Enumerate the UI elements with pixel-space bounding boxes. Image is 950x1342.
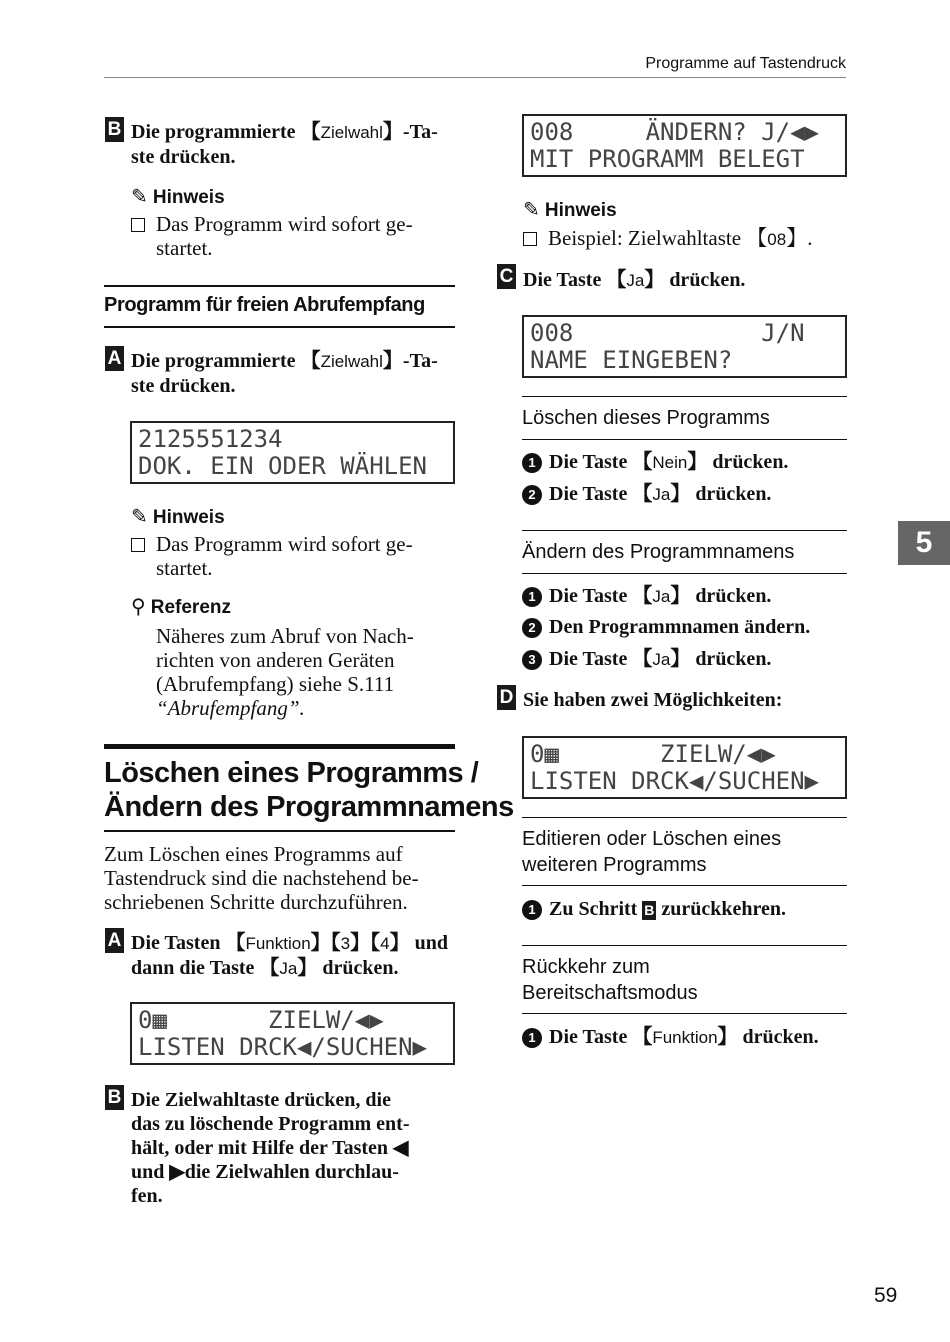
subsection-rule bbox=[522, 885, 847, 886]
step-text: Die Zielwahltaste drücken, die bbox=[131, 1089, 391, 1111]
subsection-title bbox=[522, 826, 781, 878]
key-funktion: Funktion bbox=[245, 934, 311, 953]
section-rule-top bbox=[104, 285, 455, 287]
title-line: Löschen eines Programms / bbox=[104, 757, 479, 789]
key-ja: Ja bbox=[626, 271, 645, 290]
note-block bbox=[523, 197, 617, 222]
lcd-line: MIT PROGRAMM BELEGT bbox=[530, 145, 805, 173]
step-text: Die Taste bbox=[523, 269, 607, 291]
step-text: Zu Schritt bbox=[549, 898, 643, 920]
pencil-icon: ✎ bbox=[131, 184, 148, 208]
key-funktion: Funktion bbox=[652, 1028, 718, 1047]
lcd-line: 008 J/N bbox=[530, 319, 805, 347]
substep-text bbox=[549, 897, 786, 921]
step-text: ste drücken. bbox=[131, 146, 236, 168]
reference-line: (Abrufempfang) siehe S.111 bbox=[156, 672, 395, 696]
intro-paragraph bbox=[104, 842, 455, 914]
step-number-c: C bbox=[497, 264, 516, 289]
note-line: startet. bbox=[156, 236, 213, 260]
pencil-icon: ✎ bbox=[523, 197, 540, 221]
step-number-a: A bbox=[105, 928, 124, 953]
step-text: drücken. bbox=[317, 957, 399, 979]
lcd-line: NAME EINGEBEN? bbox=[530, 346, 733, 374]
note-line: Beispiel: Zielwahltaste bbox=[548, 226, 747, 250]
intro-line: Tastendruck sind die nachstehend be- bbox=[104, 866, 419, 890]
subsection-title-line: Rückkehr zum bbox=[522, 956, 650, 978]
step-text: dann die Taste bbox=[131, 957, 260, 979]
key-ja: Ja bbox=[652, 485, 671, 504]
subsection-rule bbox=[522, 530, 847, 531]
step-c-text: Die Taste 【Ja】 drücken. bbox=[523, 269, 746, 291]
step-text: und ▶die Zielwahlen durchlau- bbox=[131, 1161, 399, 1183]
title-rule-bottom bbox=[104, 830, 455, 832]
note-body bbox=[131, 212, 456, 260]
step-text: drücken. bbox=[690, 648, 772, 670]
lcd-display bbox=[522, 315, 847, 378]
circled-number: 1 bbox=[522, 1028, 542, 1048]
note-line: Das Programm wird sofort ge- bbox=[156, 212, 413, 236]
subsection-rule bbox=[522, 1013, 847, 1014]
step-text: ste drücken. bbox=[131, 375, 236, 397]
note-line: . bbox=[807, 226, 813, 250]
lcd-line: 2125551234 bbox=[138, 425, 283, 453]
step-text: zurückkehren. bbox=[656, 898, 786, 920]
subsection-title: Ändern des Programmnamens bbox=[522, 541, 795, 563]
subsection-rule bbox=[522, 945, 847, 946]
lcd-display bbox=[522, 114, 847, 177]
header-rule bbox=[104, 77, 846, 78]
key-ja: Ja bbox=[652, 650, 671, 669]
step-d-text: Sie haben zwei Möglichkeiten: bbox=[523, 689, 783, 711]
page-number: 59 bbox=[874, 1284, 898, 1307]
reference-block bbox=[131, 594, 231, 619]
note-line: startet. bbox=[156, 556, 213, 580]
reference-body bbox=[156, 624, 455, 720]
key-08: 08 bbox=[767, 230, 787, 249]
key-3: 3 bbox=[340, 934, 351, 953]
step-number-d: D bbox=[497, 685, 516, 710]
reference-line: Näheres zum Abruf von Nach- bbox=[156, 624, 414, 648]
step-text: hält, oder mit Hilfe der Tasten ◀ bbox=[131, 1137, 409, 1159]
step-text: drücken. bbox=[664, 269, 746, 291]
step-text: Die programmierte bbox=[131, 121, 301, 143]
note-title: Hinweis bbox=[544, 200, 617, 221]
title-rule-top bbox=[104, 744, 455, 749]
lcd-line: LISTEN DRCK◀/SUCHEN▶ bbox=[530, 767, 819, 795]
circled-number: 2 bbox=[522, 485, 542, 505]
step-b-text bbox=[131, 1088, 456, 1208]
key-zielwahl: Zielwahl bbox=[320, 123, 383, 142]
subsection-rule bbox=[522, 439, 847, 440]
pencil-icon: ✎ bbox=[131, 504, 148, 528]
key-nein: Nein bbox=[652, 453, 688, 472]
step-number-b: B bbox=[105, 1085, 124, 1110]
step-text: drücken. bbox=[690, 585, 772, 607]
substep-text: Den Programmnamen ändern. bbox=[549, 616, 811, 638]
chapter-tab: 5 bbox=[898, 521, 950, 565]
key-4: 4 bbox=[380, 934, 390, 953]
step-text: drücken. bbox=[707, 451, 789, 473]
step-number-b: B bbox=[105, 117, 124, 142]
note-body: Beispiel: Zielwahltaste 【08】. bbox=[523, 226, 848, 252]
substep-text: Die Taste 【Nein】 drücken. bbox=[549, 451, 789, 473]
lcd-line: 008 ÄNDERN? J/◀▶ bbox=[530, 118, 819, 146]
reference-line: richten von anderen Geräten bbox=[156, 648, 395, 672]
step-number-a: A bbox=[105, 346, 124, 371]
note-block bbox=[131, 504, 225, 529]
subsection-rule bbox=[522, 573, 847, 574]
step-text: Die Tasten bbox=[131, 932, 226, 954]
subsection-rule bbox=[522, 817, 847, 818]
step-text: Die Taste bbox=[549, 585, 633, 607]
subsection-title-line: Bereitschaftsmodus bbox=[522, 982, 698, 1004]
lcd-line: 0▦ ZIELW/◀▶ bbox=[530, 740, 776, 768]
step-text: drücken. bbox=[737, 1026, 819, 1048]
circled-number: 1 bbox=[522, 900, 542, 920]
circled-number: 3 bbox=[522, 650, 542, 670]
step-text: -Ta- bbox=[402, 121, 438, 143]
key-zielwahl: Zielwahl bbox=[320, 352, 383, 371]
lcd-display bbox=[522, 736, 847, 799]
lcd-line: 0▦ ZIELW/◀▶ bbox=[138, 1006, 384, 1034]
circled-number: 1 bbox=[522, 453, 542, 473]
section-title bbox=[104, 756, 514, 824]
circled-number: 1 bbox=[522, 587, 542, 607]
intro-line: schriebenen Schritte durchzuführen. bbox=[104, 890, 408, 914]
subsection-rule bbox=[522, 396, 847, 397]
reference-title: Referenz bbox=[150, 597, 231, 618]
subsection-title-line: weiteren Programms bbox=[522, 854, 707, 876]
step-a-text: Die programmierte 【Zielwahl】-Ta- ste drücken. bbox=[131, 350, 438, 397]
title-line: Ändern des Programmnamens bbox=[104, 791, 514, 823]
substep-text: Die Taste 【Funktion】 drücken. bbox=[549, 1026, 819, 1048]
step-text: das zu löschende Programm ent- bbox=[131, 1113, 410, 1135]
step-b-text: Die programmierte 【Zielwahl】-Ta- ste drücken. bbox=[131, 121, 438, 168]
step-text: Die Taste bbox=[549, 1026, 633, 1048]
substep-text: Die Taste 【Ja】 drücken. bbox=[549, 585, 772, 607]
step-text: -Ta- bbox=[402, 350, 438, 372]
section-rule-bottom bbox=[104, 326, 455, 328]
step-text: drücken. bbox=[690, 483, 772, 505]
note-body bbox=[131, 532, 456, 580]
note-block bbox=[131, 184, 225, 209]
note-line: Das Programm wird sofort ge- bbox=[156, 532, 413, 556]
checkbox-bullet-icon bbox=[131, 538, 145, 552]
step-text: Die Taste bbox=[549, 648, 633, 670]
checkbox-bullet-icon bbox=[523, 232, 537, 246]
intro-line: Zum Löschen eines Programms auf bbox=[104, 842, 403, 866]
section-heading: Programm für freien Abrufempfang bbox=[104, 294, 425, 316]
substep-text: Die Taste 【Ja】 drücken. bbox=[549, 648, 772, 670]
subsection-title bbox=[522, 954, 698, 1006]
magnifier-icon: ⚲ bbox=[131, 594, 146, 618]
step-text: Die programmierte bbox=[131, 350, 301, 372]
step-reference-b: B bbox=[644, 902, 655, 918]
step-a-text: Die Tasten 【Funktion】【3】【4】 und dann die Taste 【Ja】 drücken. bbox=[131, 932, 448, 979]
subsection-title-line: Editieren oder Löschen eines bbox=[522, 828, 782, 850]
step-text: fen. bbox=[131, 1185, 163, 1207]
lcd-display bbox=[130, 421, 455, 484]
key-ja: Ja bbox=[652, 587, 671, 606]
reference-link[interactable]: “Abrufempfang”. bbox=[156, 696, 305, 720]
note-title: Hinweis bbox=[152, 507, 225, 528]
checkbox-bullet-icon bbox=[131, 218, 145, 232]
lcd-line: DOK. EIN ODER WÄHLEN bbox=[138, 452, 427, 480]
step-text: Die Taste bbox=[549, 451, 633, 473]
circled-number: 2 bbox=[522, 618, 542, 638]
step-text: und bbox=[409, 932, 448, 954]
lcd-display bbox=[130, 1002, 455, 1065]
substep-text: Die Taste 【Ja】 drücken. bbox=[549, 483, 772, 505]
key-ja: Ja bbox=[279, 959, 298, 978]
lcd-line: LISTEN DRCK◀/SUCHEN▶ bbox=[138, 1033, 427, 1061]
subsection-title: Löschen dieses Programms bbox=[522, 407, 770, 429]
step-text: Die Taste bbox=[549, 483, 633, 505]
note-title: Hinweis bbox=[152, 187, 225, 208]
running-header: Programme auf Tastendruck bbox=[645, 55, 846, 72]
